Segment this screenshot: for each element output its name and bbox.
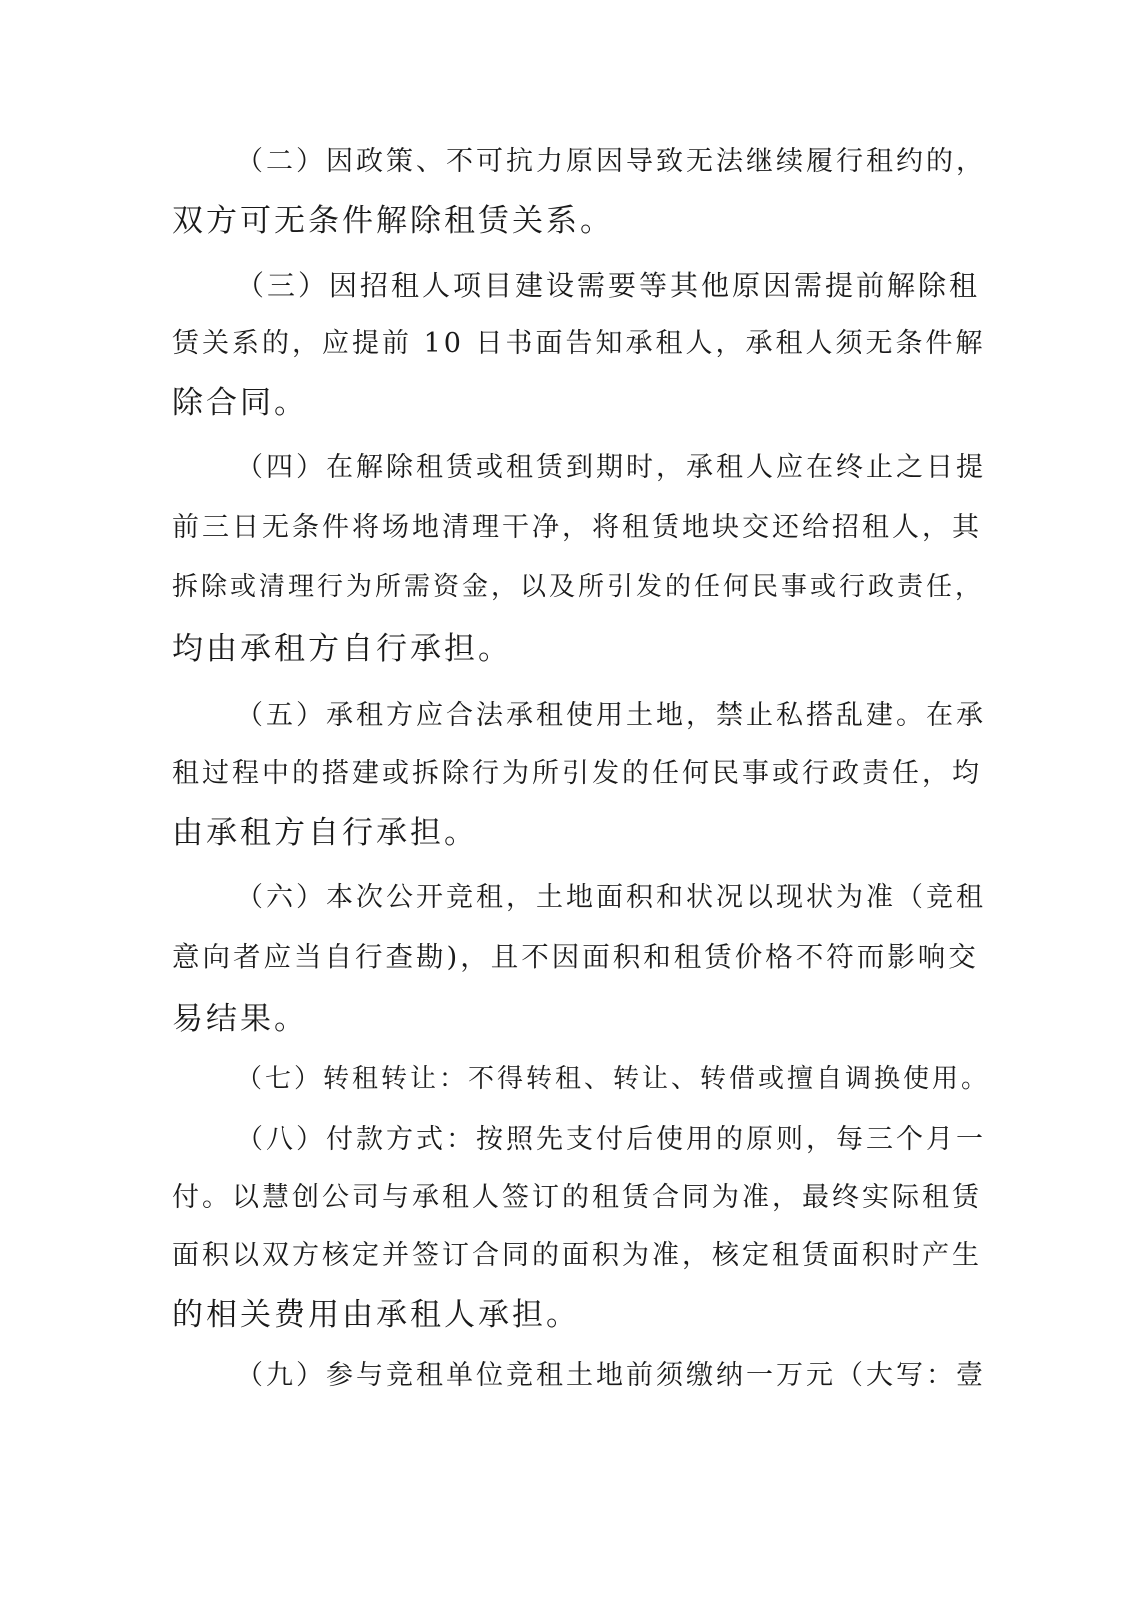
text-line-17: （八）付款方式：按照先支付后使用的原则，每三个月一 bbox=[236, 1124, 986, 1155]
text-line-5: 除合同。 bbox=[172, 385, 308, 421]
text-line-15: 易结果。 bbox=[172, 1001, 308, 1037]
text-line-16: （七）转租转让：不得转租、转让、转借或擅自调换使用。 bbox=[236, 1064, 991, 1094]
text-line-8: 拆除或清理行为所需资金，以及所引发的任何民事或行政责任， bbox=[172, 572, 985, 602]
text-line-1: （二）因政策、不可抗力原因导致无法继续履行租约的， bbox=[236, 146, 986, 177]
text-line-21: （九）参与竞租单位竞租土地前须缴纳一万元（大写：壹 bbox=[236, 1360, 986, 1391]
text-line-11: 租过程中的搭建或拆除行为所引发的任何民事或行政责任，均 bbox=[172, 758, 982, 789]
text-line-7: 前三日无条件将场地清理干净，将租赁地块交还给招租人，其 bbox=[172, 512, 982, 543]
text-line-13: （六）本次公开竞租，土地面积和状况以现状为准（竞租 bbox=[236, 882, 986, 913]
text-line-10: （五）承租方应合法承租使用土地，禁止私搭乱建。在承 bbox=[236, 700, 986, 731]
text-line-6: （四）在解除租赁或租赁到期时，承租人应在终止之日提 bbox=[236, 452, 986, 483]
text-line-9: 均由承租方自行承担。 bbox=[172, 631, 512, 667]
text-line-19: 面积以双方核定并签订合同的面积为准，核定租赁面积时产生 bbox=[172, 1240, 982, 1271]
text-line-3: （三）因招租人项目建设需要等其他原因需提前解除租 bbox=[236, 269, 981, 302]
text-line-12: 由承租方自行承担。 bbox=[172, 815, 478, 851]
text-line-20: 的相关费用由承租人承担。 bbox=[172, 1297, 580, 1333]
text-line-4: 赁关系的，应提前 10 日书面告知承租人，承租人须无条件解 bbox=[172, 328, 986, 359]
text-line-2: 双方可无条件解除租赁关系。 bbox=[172, 203, 614, 239]
text-line-18: 付。以慧创公司与承租人签订的租赁合同为准，最终实际租赁 bbox=[172, 1182, 982, 1213]
text-line-14: 意向者应当自行查勘)，且不因面积和租赁价格不符而影响交 bbox=[172, 941, 979, 973]
